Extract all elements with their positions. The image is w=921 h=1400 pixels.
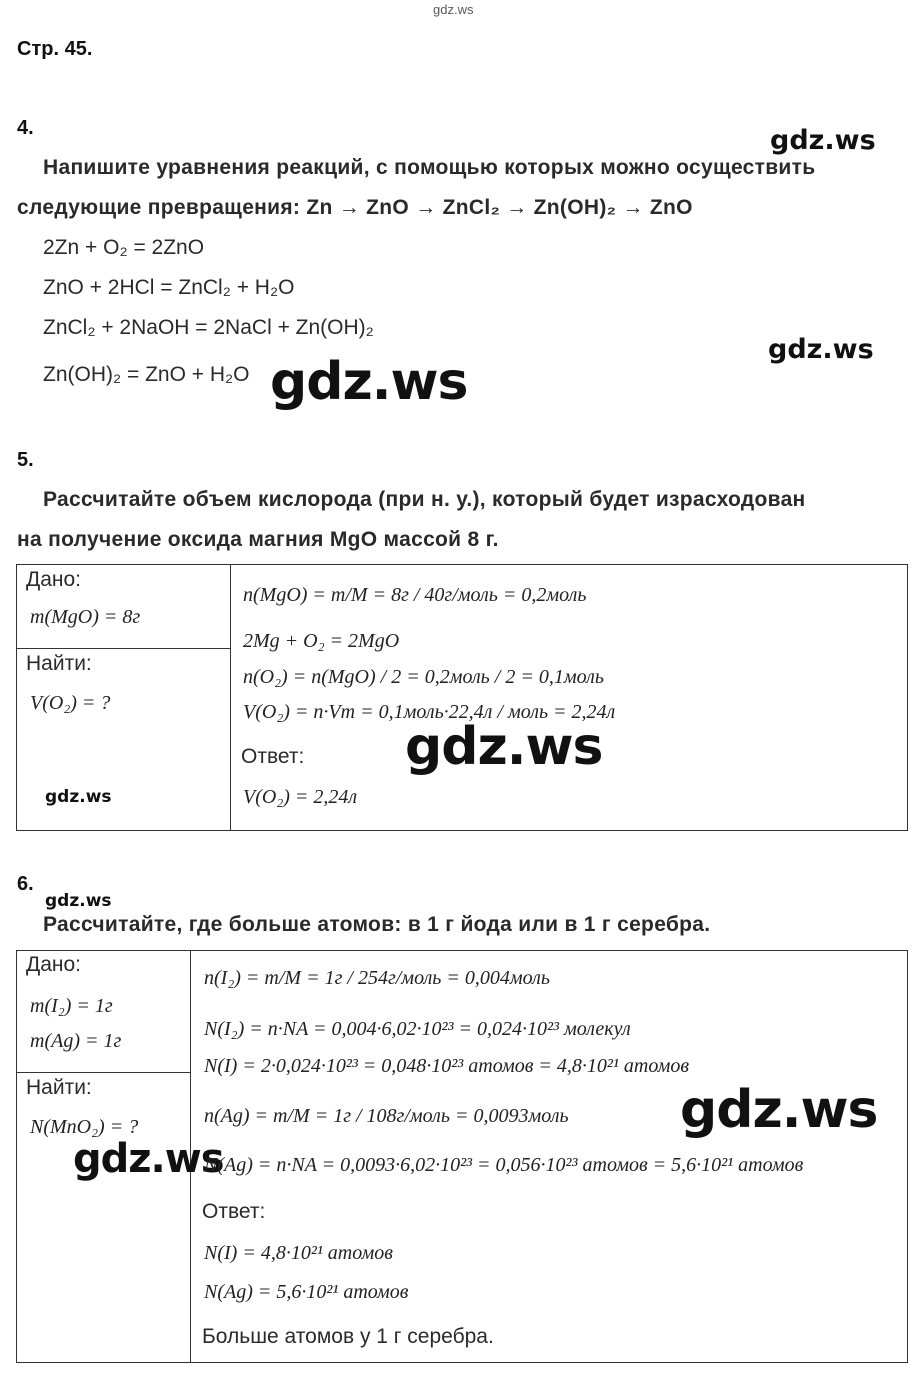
task5-given: m(MgO) = 8г (30, 606, 141, 628)
task5-find: V(O₂) = ? (30, 692, 111, 714)
watermark-mark: gdz.ws (45, 891, 112, 911)
task5-find-label: Найти: (26, 652, 92, 675)
task5-answer-label: Ответ: (241, 745, 305, 768)
task6-question: Рассчитайте, где больше атомов: в 1 г йода или в 1 г серебра. (43, 913, 711, 936)
task6-table-divider (16, 1072, 190, 1073)
watermark-mark: gdz.ws (270, 352, 468, 412)
task6-solution-line: N(I) = 2·0,024·10²³ = 0,048·10²³ атомов = 4,8·10²¹ атомов (204, 1055, 690, 1077)
task5-table-divider (16, 648, 230, 649)
task6-conclusion: Больше атомов у 1 г серебра. (202, 1325, 494, 1348)
task4-number: 4. (17, 117, 34, 139)
task4-equation: ZnCl₂ + 2NaOH = 2NaCl + Zn(OH)₂ (43, 316, 374, 339)
task6-solution-line: N(Ag) = n·NA = 0,0093·6,02·10²³ = 0,056·10²³ атомов = 5,6·10²¹ атомов (204, 1154, 804, 1176)
page-header: Стр. 45. (17, 38, 93, 60)
task6-answer: N(Ag) = 5,6·10²¹ атомов (204, 1281, 409, 1303)
task5-solution-line: n(O₂) = n(MgO) / 2 = 0,2моль / 2 = 0,1моль (243, 666, 604, 688)
task5-question-line2: на получение оксида магния MgO массой 8 г. (17, 528, 499, 551)
task5-question-line1: Рассчитайте объем кислорода (при н. у.), который будет израсходован (43, 488, 806, 511)
task5-solution-line: 2Mg + O₂ = 2MgO (243, 630, 400, 652)
task6-solution-line: n(I₂) = m/M = 1г / 254г/моль = 0,004моль (204, 967, 550, 989)
task6-number: 6. (17, 873, 34, 895)
task6-solution-line: N(I₂) = n·NA = 0,004·6,02·10²³ = 0,024·10²³ молекул (204, 1018, 631, 1040)
task6-given: m(I₂) = 1г (30, 995, 113, 1017)
watermark-mark: gdz.ws (405, 717, 603, 777)
task6-given-label: Дано: (26, 953, 82, 976)
task6-find-label: Найти: (26, 1076, 92, 1099)
task5-solution-line: V(O₂) = n·Vm = 0,1моль·22,4л / моль = 2,24л (243, 701, 616, 723)
watermark-mark: gdz.ws (73, 1136, 224, 1182)
task6-given: m(Ag) = 1г (30, 1030, 122, 1052)
watermark-mark: gdz.ws (45, 787, 112, 807)
task4-equation: Zn(OH)₂ = ZnO + H₂O (43, 363, 250, 386)
task5-solution-line: n(MgO) = m/M = 8г / 40г/моль = 0,2моль (243, 584, 587, 606)
task4-equation: ZnO + 2HCl = ZnCl₂ + H₂O (43, 276, 295, 299)
watermark-mark: gdz.ws (768, 334, 874, 365)
watermark-top: gdz.ws (433, 2, 474, 17)
watermark-mark: gdz.ws (770, 125, 876, 156)
watermark-mark: gdz.ws (680, 1080, 878, 1140)
task4-question-line2: следующие превращения: Zn → ZnO → ZnCl₂ → Zn(OH)₂ → ZnO (17, 196, 693, 219)
task6-answer-label: Ответ: (202, 1200, 266, 1223)
task6-find: N(MnO₂) = ? (30, 1116, 139, 1138)
task5-given-label: Дано: (26, 568, 82, 591)
task5-answer: V(O₂) = 2,24л (243, 786, 358, 808)
task5-number: 5. (17, 449, 34, 471)
task4-question-line1: Напишите уравнения реакций, с помощью которых можно осуществить (43, 156, 816, 179)
task6-solution-line: n(Ag) = m/M = 1г / 108г/моль = 0,0093моль (204, 1105, 569, 1127)
task4-equation: 2Zn + O₂ = 2ZnO (43, 236, 205, 259)
task6-answer: N(I) = 4,8·10²¹ атомов (204, 1242, 393, 1264)
task5-table-divider (230, 564, 231, 830)
